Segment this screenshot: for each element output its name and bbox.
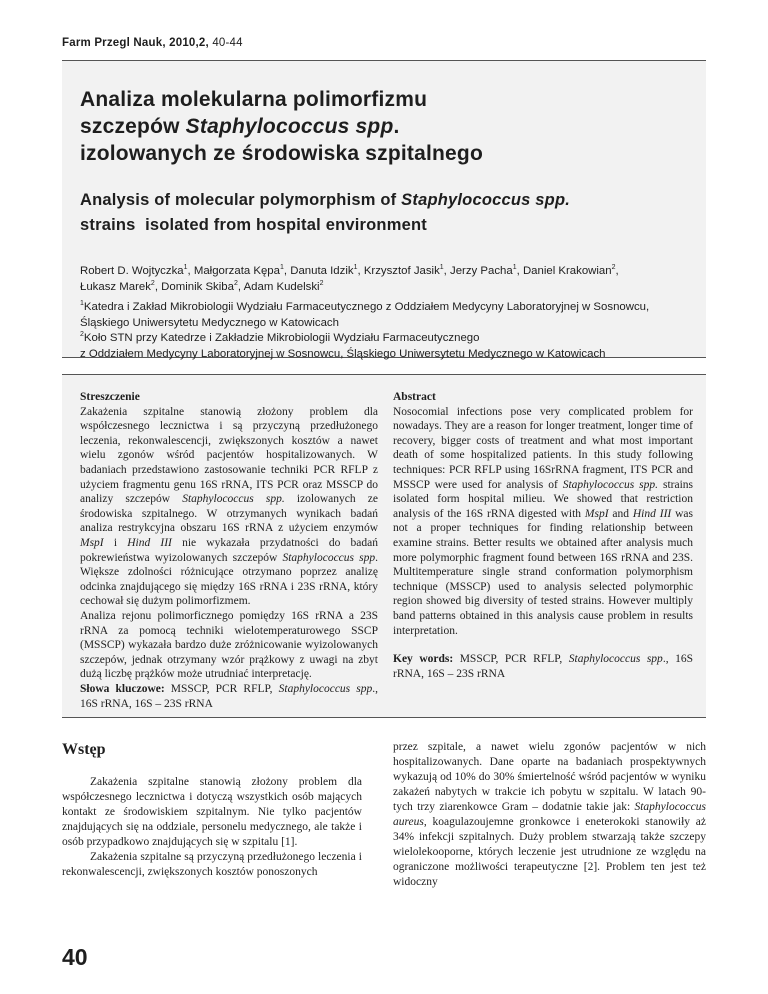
title-en-species: Staphylococcus spp. <box>401 191 571 209</box>
affiliation-marker: 2 <box>319 279 324 287</box>
page-number: 40 <box>62 944 88 970</box>
author: Jerzy Pacha <box>450 265 513 277</box>
species-name: Staphylococcus spp. <box>182 493 285 506</box>
journal-citation <box>62 37 243 49</box>
author: Małgorzata Kępa <box>193 265 280 277</box>
enzyme-name: Hind III <box>632 507 672 520</box>
text-run: Zakażenia szpitalne stanowią złożony problem dla współczesnego lecznictwa i są przyczyną przedłużonego leczenia, rekonwalescencji, zwiększonych kosztów a nawet wielu zgonów wśród pacjentów hospitalizowanych. W badaniach przedstawiono zastosowanie techniki PCR RFLP z użyciem fragmentu genu 16S rRNA, ITS PCR oraz MSSCP do analizy szczepów <box>80 405 378 506</box>
text-run: izolowanych ze środowiska szpitalnego. W otrzymanych wynikach badań analiza restrykcyjna obszaru 16S rRNA z użyciem enzymów <box>80 493 378 535</box>
abstract-english <box>393 390 693 681</box>
author: Daniel Krakowian <box>522 265 612 277</box>
text-run: Nosocomial infections pose very complicated problem for nowadays. They are a reason for longer treatment, longer time of recovery, bigger costs of treatment and what most important death of some hospitalized patients. In this study following techniques: PCR RFLP using 16SrRNA fragment, ITS PCR and MSSCP were used for analysis of <box>393 405 693 491</box>
abstract-heading: Abstract <box>393 391 436 403</box>
affiliation-1-cont: Śląskiego Uniwersytetu Medycznego w Katowicach <box>80 316 339 329</box>
text-run: MSSCP, PCR RFLP, <box>453 653 569 666</box>
streszczenie-paragraph-2: Analiza rejonu polimorficznego pomiędzy 16S rRNA a 23S rRNA za pomocą techniki wielotemperaturowego SSCP (MSSCP) wykazała bardzo duże zróżnicowanie wyizolowanych szczepów, jednak otrzymany wzór prążkowy z uwagi na zbyt dużą liczbę prążków może utrudniać interpretację. <box>80 609 378 681</box>
affiliation-marker: 1 <box>353 264 358 271</box>
title-polish <box>80 86 680 167</box>
title-english <box>80 188 700 238</box>
enzyme-name: Hind III <box>127 536 172 549</box>
author: Dominik Skiba <box>161 280 234 293</box>
title-pl-line-2 <box>80 113 680 140</box>
species-name: Staphylococcus spp. <box>562 478 659 491</box>
affiliation-1-line-1: Katedra i Zakład Mikrobiologii Wydziału Farmaceutycznego z Oddziałem Medycyny Laboratoryjnej w Sosnowcu, <box>83 301 650 313</box>
text-run: ., 16S rRNA, 16S – 23S rRNA <box>393 653 693 680</box>
title-pl-species: Staphylococcus spp <box>185 115 394 138</box>
intro-paragraph-2: Zakażenia szpitalne są przyczyną przedłużonego leczenia i rekonwalescencji, zwiększonych kosztów ponoszonych <box>62 851 362 878</box>
affiliation-marker: 2 <box>611 264 616 271</box>
enzyme-name: MspI <box>584 507 609 520</box>
body-column-right <box>393 740 706 890</box>
keywords-label: Key words: <box>393 653 454 666</box>
streszczenie-heading: Streszczenie <box>80 391 140 403</box>
enzyme-name: MspI <box>80 536 104 549</box>
author-list: Robert D. Wojtyczka$^1$, Małgorzata Kępa$^1$, Danuta Idzik$^1$, Krzysztof Jasik$^1$, Jerzy Pacha$^1$, Daniel Krakowian$^2$, Łukasz Marek$^2$, Dominik Skiba$^2$, Adam Kudelski$^2$ <box>80 264 619 293</box>
author: Danuta Idzik <box>290 265 354 277</box>
affiliation-marker: 1 <box>80 300 84 307</box>
author: Robert D. Wojtyczka <box>80 265 184 277</box>
affiliation-marker: 2 <box>150 279 155 287</box>
species-name: Staphylococcus aureus <box>393 801 706 828</box>
title-pl-line-2-text: szczepów <box>80 115 186 138</box>
affiliation-marker: 1 <box>183 264 188 271</box>
text-run: i <box>103 536 128 549</box>
body-column-left <box>62 742 362 880</box>
affiliation-marker: 2 <box>80 331 84 338</box>
text-run: MSSCP, PCR RFLP, <box>164 683 279 695</box>
species-name: Staphylococcus spp <box>278 683 373 695</box>
keywords-english <box>393 652 693 681</box>
affiliation-1 <box>80 300 702 316</box>
journal-pages: 40-44 <box>212 37 243 49</box>
intro-paragraph-1: Zakażenia szpitalne stanowią złożony problem dla współczesnego lecznictwa i dotyczą wszystkich osób mających kontakt ze środowiskiem szpitalnym. Nie tylko pacjentów znajdujących się na oddziale, personelu medycznego, ale także i osób przypadkowo znajdujących się w szpitalu [1]. <box>62 776 362 848</box>
affiliation-2 <box>80 331 702 347</box>
intro-paragraph-3 <box>393 740 706 890</box>
affiliation-marker: 1 <box>439 264 444 271</box>
species-name: Staphylococcus spp <box>282 551 376 564</box>
text-run: was not a proper techniques for finding relationship between examine strains. Better results we obtained after analysis much more polymorphic fragment found between 16S rRNA and 23S. Multitemperature single strand conformation polymorphism technique (MSSCP) used to analysis selected polymorphic region showed big diversity of tested strains. However multiply band patterns obtained in this analysis cause problem in results interpretation. <box>393 507 693 637</box>
text-run: . Większe zdolności różnicujące otrzymano poprzez analizę odcinka znajdującego się między 16S rRNA i 23S rRNA, który cechował się dużym polimorfizmem. <box>80 551 378 608</box>
author: Krzysztof Jasik <box>363 265 440 277</box>
species-name: Staphylococcus spp <box>568 653 663 666</box>
keywords-polish <box>80 682 378 711</box>
abstract-paragraph <box>393 405 693 639</box>
text-run: nie wykazała przydatności do badań pokrewieństwa wyizolowanych szczepów <box>80 536 378 564</box>
title-en-line-1-text: Analysis of molecular polymorphism of <box>80 191 402 209</box>
title-pl-line-3: izolowanych ze środowiska szpitalnego <box>80 142 483 165</box>
abstract-polish <box>80 390 378 682</box>
text-run: , koagulazoujemne gronkowce i eneterokoki stanowiły aż 34% infekcji szpitalnych. Duży problem stwarzają także szczepy wielolekooporne, których leczenie jest utrudnione ze względu na ograniczone możliwości terapeutyczne [2]. Problem ten jest też widoczny <box>393 816 706 888</box>
text-run: ., 16S rRNA, 16S – 23S rRNA <box>80 683 378 710</box>
section-heading-intro: Wstęp <box>62 741 106 758</box>
title-en-line-2: strains isolated from hospital environment <box>80 216 427 234</box>
keywords-label: Słowa kluczowe: <box>80 683 165 695</box>
text-run: and <box>608 507 633 520</box>
journal-name: Farm Przegl Nauk, 2010,2, <box>62 37 209 49</box>
affiliation-2-cont: z Oddziałem Medycyny Laboratoryjnej w Sosnowcu, Śląskiego Uniwersytetu Medycznego w Katowicach <box>80 347 606 360</box>
title-pl-line-2-end: . <box>393 115 400 138</box>
author: Łukasz Marek <box>80 280 151 293</box>
affiliation-marker: 2 <box>233 279 238 287</box>
streszczenie-paragraph-1 <box>80 405 378 609</box>
title-en-line-1 <box>80 188 700 213</box>
affiliation-marker: 1 <box>279 264 284 271</box>
text-run: przez szpitale, a nawet wielu zgonów pacjentów w nich hospitalizowanych. Dane oparte na badaniach prospektywnych wykazują od 10% do 30% śmiertelność wśród pacjentów w wyniku zakażeń nabytych w trakcie ich pobytu w szpitalu. W latach 90-tych trzy ziarenkowce Gram – dodatnie takie jak: <box>393 741 706 813</box>
affiliations <box>80 300 702 362</box>
affiliation-2-line-1: Koło STN przy Katedrze i Zakładzie Mikrobiologii Wydziału Farmaceutycznego <box>83 332 480 344</box>
affiliation-marker: 1 <box>512 264 517 271</box>
title-pl-line-1: Analiza molekularna polimorfizmu <box>80 88 428 111</box>
author: Adam Kudelski <box>243 280 320 293</box>
text-run: strains isolated form hospital milieu. We showed that restriction analysis of the 16S rRNA digested with <box>393 478 694 520</box>
